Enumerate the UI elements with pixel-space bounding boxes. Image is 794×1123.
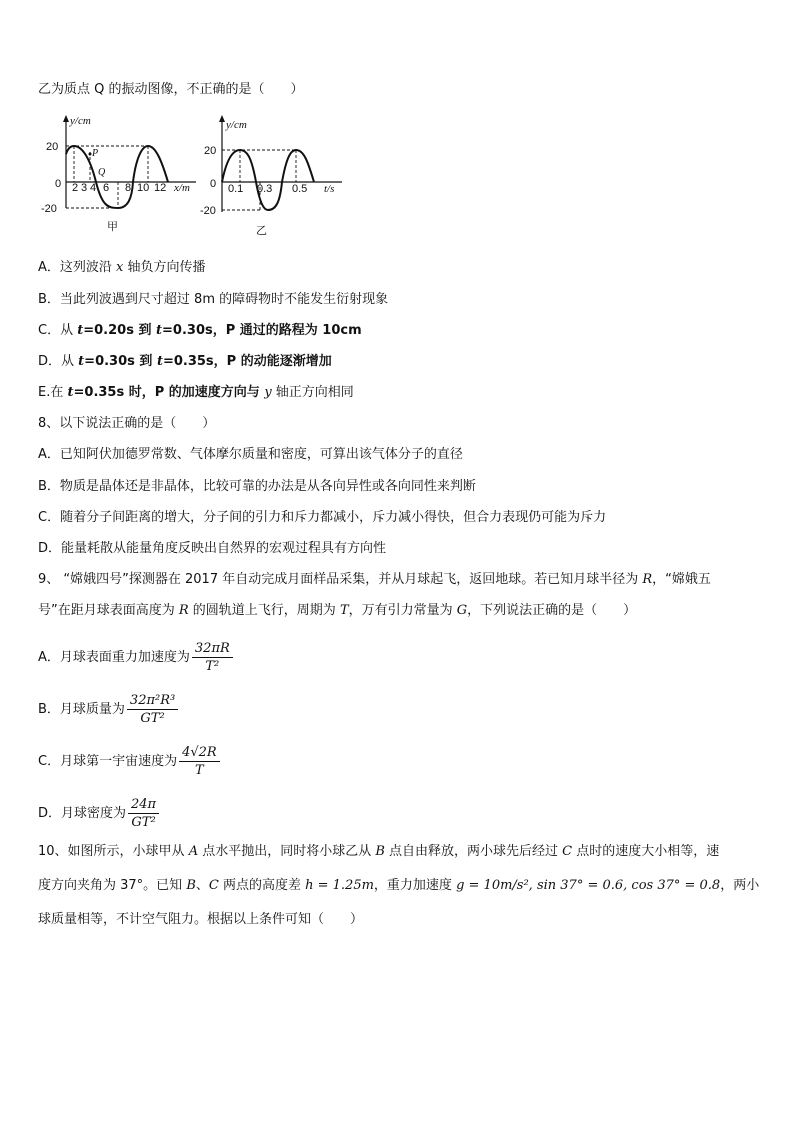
jia-xtick-6: 6 bbox=[103, 182, 110, 194]
q9-d-fraction: $\frac{24\pi}{\text{GT²}}$ bbox=[128, 797, 159, 830]
jia-caption: 甲 bbox=[107, 221, 118, 233]
q7-option-d: D．从 t=0.30s 到 t=0.35s，P 的动能逐渐增加 bbox=[38, 354, 332, 369]
yi-xtick-01: 0.1 bbox=[228, 183, 244, 195]
q7-stem: 乙为质点 Q 的振动图像，不正确的是（ ） bbox=[38, 82, 304, 97]
yi-caption: 乙 bbox=[256, 225, 267, 237]
q9-a-fraction: $\frac{32\pi R}{\text{T²}}$ bbox=[192, 641, 233, 674]
jia-ytick-20: 20 bbox=[46, 141, 59, 153]
yi-xlabel: t/s bbox=[324, 183, 335, 195]
graph-yi bbox=[196, 112, 356, 240]
jia-xlabel: x/m bbox=[174, 182, 190, 194]
jia-ytick-neg20: -20 bbox=[41, 203, 57, 215]
yi-y-arrow bbox=[219, 115, 225, 122]
jia-wave-curve bbox=[66, 146, 168, 208]
jia-point-q: Q bbox=[98, 167, 106, 178]
q10-line3: 球质量相等，不计空气阻力。根据以上条件可知（ ） bbox=[38, 912, 364, 927]
q10-line2: 度方向夹角为 37°。已知 B、C 两点的高度差 h = 1.25m，重力加速度 g = 10m/s², sin 37° = 0.6, cos 37° = 0.8，两小 bbox=[38, 878, 760, 893]
q7-option-b: B．当此列波遇到尺寸超过 8m 的障碍物时不能发生衍射现象 bbox=[38, 292, 389, 307]
yi-vibration-curve bbox=[222, 150, 314, 210]
jia-xtick-8: 8 bbox=[125, 182, 132, 194]
q9-option-b: B．月球质量为 $\frac{\text{32π²R³}}{\text{GT²}}$ bbox=[38, 692, 178, 728]
q9-stem-line1: 9、 “嫦娥四号”探测器在 2017 年自动完成月面样品采集，并从月球起飞，返回地球。若已知月球半径为 R，“嫦娥五 bbox=[38, 572, 711, 587]
yi-xtick-05: 0.5 bbox=[292, 183, 308, 195]
q7-option-a: A．这列波沿 x 轴负方向传播 bbox=[38, 260, 206, 275]
q9-option-c: C．月球第一宇宙速度为 $\frac{4√2R}{T}$ bbox=[38, 744, 220, 780]
yi-ylabel: y/cm bbox=[226, 119, 247, 131]
jia-xtick-2: 2 bbox=[72, 182, 79, 194]
jia-xtick-4: 4 bbox=[90, 182, 97, 194]
q9-b-fraction: $\frac{\text{32π²R³}}{\text{GT²}}$ bbox=[127, 693, 178, 726]
jia-y-arrow bbox=[63, 115, 69, 122]
jia-xtick-10: 10 bbox=[137, 182, 150, 194]
yi-ytick-neg20: -20 bbox=[200, 205, 216, 217]
yi-xtick-03: 0.3 bbox=[257, 183, 273, 195]
q10-line1: 10、如图所示，小球甲从 A 点水平抛出，同时将小球乙从 B 点自由释放，两小球先后经过 C 点时的速度大小相等，速 bbox=[38, 844, 720, 859]
q9-option-a: A．月球表面重力加速度为 $\frac{32\pi R}{\text{T²}}$ bbox=[38, 640, 233, 676]
q9-option-d: D．月球密度为 $\frac{24\pi}{\text{GT²}}$ bbox=[38, 796, 159, 832]
q7-option-e: E.在 t=0.35s 时，P 的加速度方向与 y 轴正方向相同 bbox=[38, 385, 354, 400]
jia-xtick-12: 12 bbox=[154, 182, 167, 194]
q8-option-c: C．随着分子间距离的增大，分子间的引力和斥力都减小，斥力减小得快，但合力表现仍可能为斥力 bbox=[38, 510, 607, 525]
graph-jia bbox=[36, 112, 206, 240]
yi-ytick-20: 20 bbox=[204, 145, 217, 157]
q8-option-a: A．已知阿伏加德罗常数、气体摩尔质量和密度，可算出该气体分子的直径 bbox=[38, 447, 463, 462]
q8-stem: 8、以下说法正确的是（ ） bbox=[38, 416, 216, 431]
yi-ytick-0: 0 bbox=[210, 178, 217, 190]
q7-option-c: C．从 t=0.20s 到 t=0.30s，P 通过的路程为 10cm bbox=[38, 323, 362, 338]
q9-c-fraction: $\frac{4√2R}{T}$ bbox=[179, 745, 220, 778]
q9-stem-line2: 号”在距月球表面高度为 R 的圆轨道上飞行，周期为 T，万有引力常量为 G，下列说法正确的是（ ） bbox=[38, 603, 637, 618]
jia-ylabel: y/cm bbox=[70, 115, 91, 127]
q8-option-b: B．物质是晶体还是非晶体，比较可靠的办法是从各向异性或各向同性来判断 bbox=[38, 479, 476, 494]
jia-xtick-3: 3 bbox=[81, 182, 88, 194]
jia-ytick-0: 0 bbox=[55, 178, 62, 190]
jia-point-p: P bbox=[92, 148, 99, 159]
q8-option-d: D．能量耗散从能量角度反映出自然界的宏观过程具有方向性 bbox=[38, 541, 387, 556]
